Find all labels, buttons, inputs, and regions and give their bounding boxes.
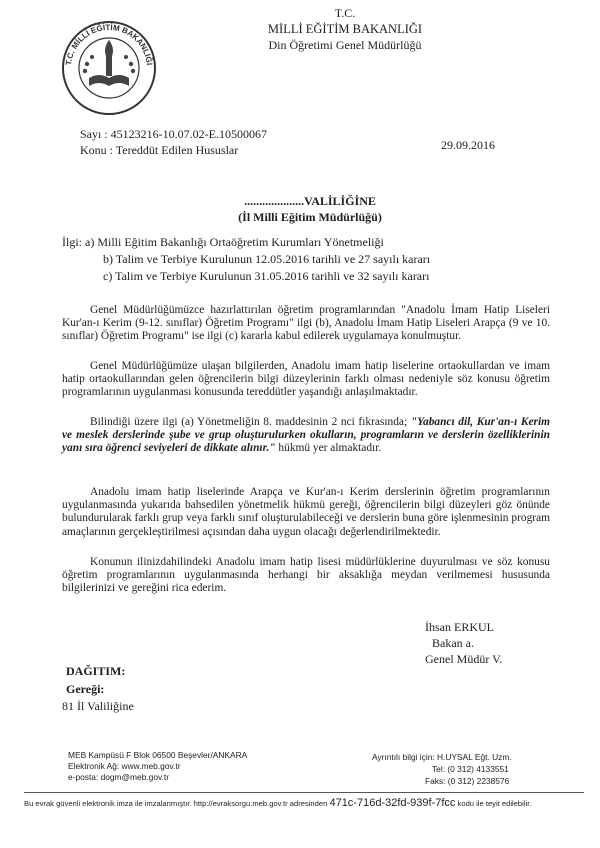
seal-arc-text: T.C. MİLLİ EĞİTİM BAKANLIĞI	[64, 22, 154, 66]
verification-code: 471c-716d-32fd-939f-7fcc	[329, 797, 456, 809]
document-subject: Konu : Tereddüt Edilen Hususlar	[80, 143, 239, 157]
paragraph-1: Genel Müdürlüğümüzce hazırlattırılan öğretim programlarından "Anadolu İmam Hatip Liseleri Kur'an-ı Kerim (9-12. sınıflar) Öğretim Programı" ilgi (b), Anadolu İmam Hatip Liseleri Arapça (9 ve 10. sınıflar) Öğretim Programı" ise ilgi (c) kararla kabul edilerek uygulamaya konulmuştur.	[62, 304, 550, 343]
paragraph-3	[62, 416, 550, 456]
addressee-directorate: (İl Milli Eğitim Müdürlüğü)	[238, 210, 382, 224]
footer-website: Elektronik Ağ: www.meb.gov.tr	[68, 761, 181, 771]
addressee-governorship: ....................VALİLİĞİNE	[244, 194, 376, 208]
document-date: 29.09.2016	[441, 138, 495, 152]
reference-a: İlgi: a) Milli Eğitim Bakanlığı Ortaöğretim Kurumları Yönetmeliği	[62, 235, 384, 249]
footer-fax: Faks: (0 312) 2238576	[425, 776, 510, 786]
paragraph-4: Anadolu imam hatip liselerinde Arapça ve Kur'an-ı Kerim derslerinin öğretim programlarının uygulanmasında yukarıda bahsedilen yönetmelik hükmü gereği, öğrencilerin bilgi düzeyleri göz önünde bulundurularak farklı grup veya farklı sınıf oluşturulabileceği ve derslerin buna göre işlenmesinin program amaçlarının gerçekleştirilmesi açısından daha uygun olacağı değerlendirilmektedir.	[62, 486, 550, 538]
reference-b: b) Talim ve Terbiye Kurulunun 12.05.2016 tarihli ve 27 sayılı kararı	[103, 252, 431, 266]
paragraph-5: Konunun ilinizdahilindeki Anadolu imam hatip lisesi müdürlüklerine duyurulması ve söz konusu öğretim programlarının uygulanmasında herhangi bir aksaklığa meydan verilmemesi hususunda bilgilerinizi ve gereğini rica ederim.	[62, 556, 550, 595]
paragraph-3-intro: Bilindiği üzere ilgi (a) Yönetmeliğin 8. maddesinin 2 nci fıkrasında;	[90, 416, 408, 428]
signatory-title: Bakan a.	[432, 636, 474, 650]
ministry-seal-logo	[57, 16, 161, 116]
seal-icon	[57, 16, 161, 116]
signatory-position: Genel Müdür V.	[425, 652, 503, 666]
distribution-action-label: Gereği:	[66, 682, 105, 696]
distribution-heading: DAĞITIM:	[66, 664, 126, 678]
verification-text: Bu evrak güvenli elektronik imza ile imzalanmıştır. http://evraksorgu.meb.gov.tr adresinden	[24, 799, 328, 808]
footer-email: e-posta: dogm@meb.gov.tr	[68, 772, 169, 782]
header-directorate: Din Öğretimi Genel Müdürlüğü	[268, 38, 422, 52]
footer-address: MEB Kampüsü F Blok 06500 Beşevler/ANKARA	[68, 750, 248, 760]
reference-c: c) Talim ve Terbiye Kurulunun 31.05.2016 tarihli ve 32 sayılı kararı	[103, 269, 430, 283]
paragraph-2: Genel Müdürlüğümüze ulaşan bilgilerden, Anadolu imam hatip liselerine ortaokullardan ve imam hatip ortaokullarından gelen öğrencilerin bilgi düzeylerinin farklı olması nedeniyle söz konusu öğretim programlarının uygulanması konusunda tereddütler yaşandığı anlaşılmaktadır.	[62, 360, 550, 399]
e-signature-verification	[24, 797, 594, 809]
document-number: Sayı : 45123216-10.07.02-E.10500067	[80, 127, 267, 141]
paragraph-3-outro: hükmü yer almaktadır.	[278, 442, 382, 455]
header-ministry: MİLLİ EĞİTİM BAKANLIĞI	[267, 22, 423, 36]
footer-divider	[24, 792, 584, 793]
distribution-recipient: 81 İl Valiliğine	[62, 699, 134, 713]
verification-suffix: kodu ile teyit edilebilir.	[457, 799, 532, 808]
footer-telephone: Tel: (0 312) 4133551	[432, 764, 509, 774]
footer-contact: Ayrıntılı bilgi için: H.UYSAL Eğt. Uzm.	[372, 752, 512, 762]
signatory-name: İhsan ERKUL	[425, 620, 494, 634]
regulation-quote: "Yabancı dil, Kur'an-ı Kerim ve meslek derslerinde şube ve grup oluşturulurken okulların, programların ve derslerin özelliklerinin yanı sıra öğrenci seviyeleri de dikkate alınır."	[62, 416, 550, 455]
header-tc: T.C.	[334, 6, 356, 20]
